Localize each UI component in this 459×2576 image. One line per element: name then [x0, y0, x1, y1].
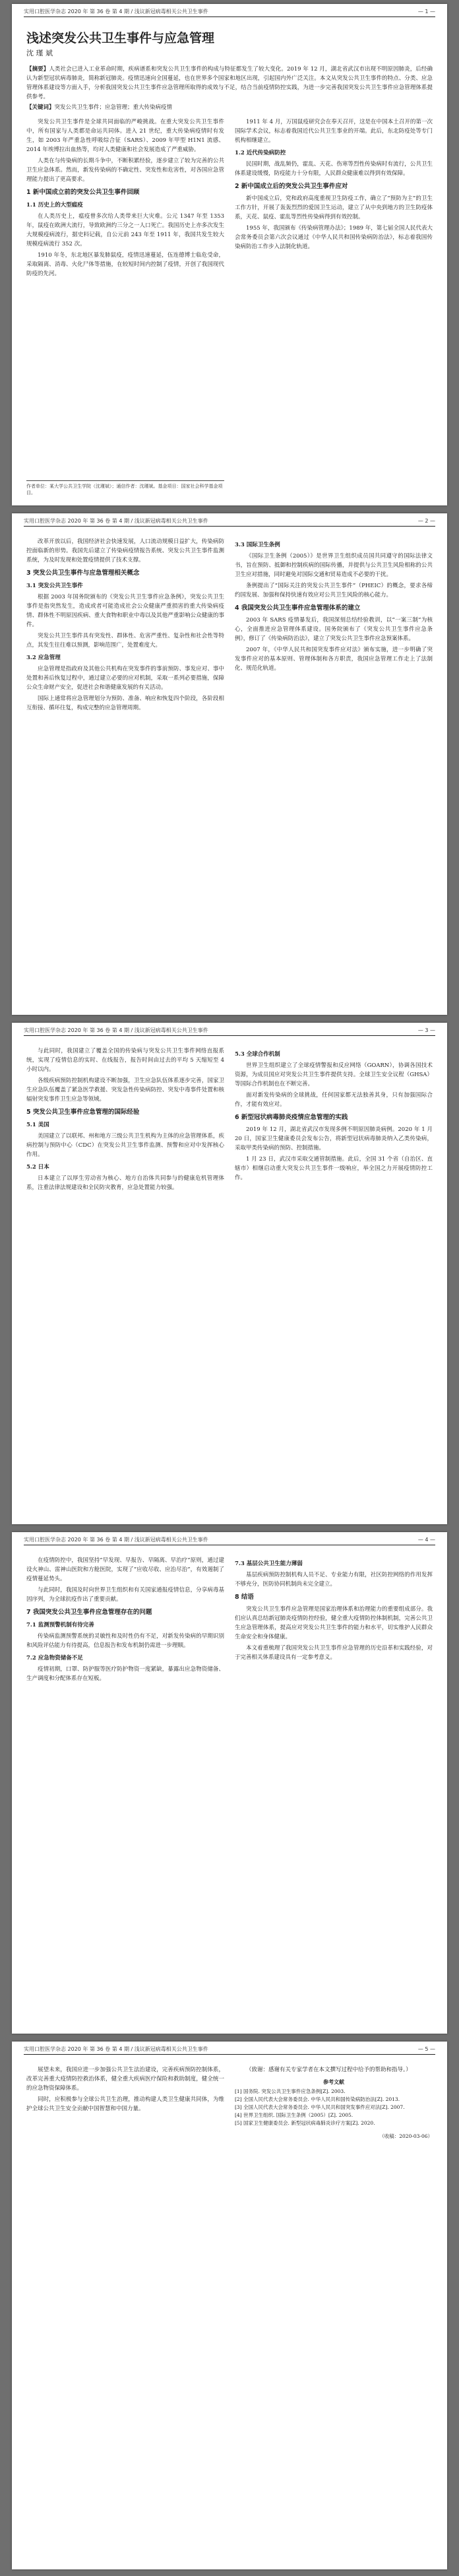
section-heading: 7 我国突发公共卫生事件应急管理存在的问题 [26, 1609, 152, 1616]
paragraph: 展望未来，我国应进一步加强公共卫生法治建设，完善疾病预防控制体系，改革完善重大疫情防控救治体系，健全重大疾病医疗保险和救助制度，健全统一的应急物资保障体系。 [26, 2067, 224, 2092]
section-heading: 1 新中国成立前的突发公共卫生事件回顾 [26, 189, 140, 196]
paragraph: 日本建立了以厚生劳动省为核心、地方自治体共同参与的健康危机管理体系，注重法律法规建设和全民防灾教育，应急处置能力较强。 [26, 1175, 224, 1191]
paragraph: 新中国成立后，党和政府高度重视卫生防疫工作，确立了“预防为主”的卫生工作方针，开展了轰轰烈烈的爱国卫生运动，建立了从中央到地方的卫生防疫体系，天花、鼠疫、霍乱等烈性传染病得到有效控制。 [235, 195, 433, 220]
paragraph: 与此同时，我国建立了覆盖全国的传染病与突发公共卫生事件网络直报系统，实现了疫情信息的实时、在线报告，报告时间由过去的平均 5 天缩短至 4 小时以内。 [26, 1048, 224, 1073]
keywords [26, 103, 433, 112]
column-right [235, 1046, 433, 1194]
reference-item: [2] 全国人民代表大会常务委员会. 中华人民共和国传染病防治法[Z]. 2013. [235, 2096, 400, 2102]
section-heading: 4 我国突发公共卫生事件应急管理体系的建立 [235, 604, 361, 612]
journal-header: 实用口腔医学杂志 2020 年 第 36 卷 第 4 期 / 浅议新冠病毒相关公共卫生事件 [24, 1537, 208, 1543]
paragraph: 基层疾病预防控制机构人员不足、专业能力有限，社区防控网络的作用发挥不够充分，医防协同机制尚未完全建立。 [235, 1572, 433, 1588]
article-title: 浅述突发公共卫生事件与应急管理 [26, 31, 215, 46]
section-heading: 6 新型冠状病毒肺炎疫情应急管理的实践 [235, 1114, 348, 1121]
reference-item: [5] 国家卫生健康委员会. 新型冠状病毒肺炎诊疗方案[Z]. 2020. [235, 2120, 375, 2126]
paragraph: 1 月 23 日，武汉市采取交通管制措施。此后，全国 31 个省（自治区、直辖市）相继启动重大突发公共卫生事件一级响应，举全国之力开展疫情防控工作。 [235, 1156, 433, 1181]
running-header [24, 517, 435, 527]
paragraph: 美国建立了以联邦、州和地方三级公共卫生机构为主体的应急管理体系，疾病控制与预防中心（CDC）在突发公共卫生事件监测、预警和应对中发挥核心作用。 [26, 1133, 224, 1158]
page-5 [12, 2042, 447, 2569]
author: 沈 瑾 斌 [26, 49, 53, 57]
paragraph: 突发公共卫生事件是全球共同面临的严峻挑战。在重大突发公共卫生事件中，所有国家与人类都是命运共同体。进入 21 世纪，重大传染病疫情时有发生，如 2003 年严重急性呼吸综合征（SARS）、2009 年甲型 H1N1 流感、2014 年埃博拉出血热等，均对人类健康和社会发展造成了严重威胁。 [26, 119, 224, 153]
running-header [24, 1027, 435, 1036]
body-columns [26, 1556, 433, 1685]
page-number: — 5 — [417, 2046, 435, 2052]
paragraph: 突发公共卫生事件具有突发性、群体性、危害严重性、复杂性和社会性等特点，其发生往往难以预测，影响范围广，处置难度大。 [26, 633, 224, 649]
reference-list [235, 2088, 433, 2127]
paragraph: 同时，应积极参与全球公共卫生治理，推动构建人类卫生健康共同体，为维护全球公共卫生安全贡献中国智慧和中国力量。 [26, 2096, 224, 2112]
running-header [24, 1536, 435, 1545]
paragraph: 人类在与传染病的长期斗争中，不断积累经验，逐步建立了较为完善的公共卫生应急体系。然而，新发传染病的不确定性、突发性和危害性，对各国应急管理能力提出了更高要求。 [26, 158, 224, 183]
subsection-heading: 5.2 日本 [26, 1164, 49, 1171]
reference-item: [4] 世界卫生组织. 国际卫生条例（2005）[Z]. 2005. [235, 2112, 353, 2118]
paragraph: 1955 年，我国颁布《传染病管理办法》；1989 年，第七届全国人民代表大会常务委员会第六次会议通过《中华人民共和国传染病防治法》，标志着我国传染病防治工作步入法制化轨道。 [235, 225, 433, 250]
page-number: — 2 — [417, 518, 435, 524]
column-right [235, 2065, 433, 2141]
paragraph: 2003 年 SARS 疫情暴发后，我国深刻总结经验教训，以“一案三制”为核心，全面推进应急管理体系建设。国务院颁布了《突发公共卫生事件应急条例》，修订了《传染病防治法》，建立了突发公共卫生事件应急预案体系。 [235, 617, 433, 642]
column-right [235, 117, 433, 280]
references-title: 参考文献 [323, 2078, 344, 2085]
references [235, 2078, 433, 2127]
paragraph: 《国际卫生条例（2005）》是世界卫生组织成员国共同遵守的国际法律文书，旨在预防、抵御和控制疾病的国际传播，并提供与公共卫生风险相称的公共卫生应对措施，同时避免对国际交通和贸易造成不必要的干扰。 [235, 553, 433, 578]
paragraph: 条例提出了“国际关注的突发公共卫生事件”（PHEIC）的概念，要求各缔约国发展、加强和保持快速有效应对公共卫生风险的核心能力。 [235, 583, 433, 598]
paragraph: 面对新发传染病的全球挑战，任何国家都无法独善其身，只有加强国际合作，才能有效应对。 [235, 1092, 433, 1108]
body-columns [26, 1046, 433, 1194]
paragraph: 根据 2003 年国务院颁布的《突发公共卫生事件应急条例》，突发公共卫生事件是指突然发生，造成或者可能造成社会公众健康严重损害的重大传染病疫情、群体性不明原因疾病、重大食物和职业中毒以及其他严重影响公众健康的事件。 [26, 594, 224, 628]
paragraph: 国际上通常将应急管理划分为预防、准备、响应和恢复四个阶段，各阶段相互衔接、循环往复，构成完整的应急管理周期。 [26, 695, 224, 711]
column-left [26, 537, 224, 715]
journal-header: 实用口腔医学杂志 2020 年 第 36 卷 第 4 期 / 浅议新冠病毒相关公共卫生事件 [24, 518, 208, 524]
keywords-label: 【关键词】 [26, 104, 55, 111]
paragraph: 传染病监测预警系统的灵敏性和及时性仍有不足，对新发传染病的早期识别和风险评估能力有待提高，信息报告和发布机制仍需进一步理顺。 [26, 1633, 224, 1649]
subsection-heading: 3.2 应急管理 [26, 655, 61, 661]
paragraph: 在疫情防控中，我国坚持“早发现、早报告、早隔离、早治疗”原则，通过建设火神山、雷神山医院和方舱医院，实现了“应收尽收、应治尽治”，有效遏制了疫情蔓延势头。 [26, 1557, 224, 1582]
paragraph: 在人类历史上，瘟疫曾多次给人类带来巨大灾难。公元 1347 年至 1353 年，鼠疫在欧洲大流行，导致欧洲约三分之一人口死亡。我国历史上亦多次发生大规模疫病流行，据史料记载，自公元前 243 年至 1911 年，我国共发生较大规模疫病流行 352 次。 [26, 213, 224, 247]
column-left [26, 1556, 224, 1685]
page-number: — 4 — [417, 1537, 435, 1543]
paragraph: 与此同时，我国及时向世界卫生组织和有关国家通报疫情信息，分享病毒基因序列，为全球抗疫作出了重要贡献。 [26, 1587, 224, 1603]
page-3 [12, 1023, 447, 1524]
section-heading: 3 突发公共卫生事件与应急管理相关概念 [26, 569, 140, 577]
body-columns [26, 117, 433, 280]
subsection-heading: 1.1 历史上的大型瘟疫 [26, 202, 83, 209]
subsection-heading: 7.3 基层公共卫生能力薄弱 [235, 1561, 303, 1567]
body-columns [26, 537, 433, 715]
section-heading: 5 突发公共卫生事件应急管理的国际经验 [26, 1109, 140, 1116]
section-heading: 2 新中国成立后的突发公共卫生事件应对 [235, 183, 348, 190]
journal-header: 实用口腔医学杂志 2020 年 第 36 卷 第 4 期 / 浅议新冠病毒相关公共卫生事件 [24, 9, 208, 15]
page-1 [12, 4, 447, 505]
subsection-heading: 1.2 近代传染病防控 [235, 150, 286, 156]
subsection-heading: 5.1 美国 [26, 1122, 49, 1128]
column-left [26, 2065, 224, 2141]
paragraph: 1910 年冬，东北地区暴发肺鼠疫，疫情迅速蔓延，伍连德博士临危受命，采取隔离、消毒、火化尸体等措施，在较短时间内控制了疫情，开创了我国现代防疫的先河。 [26, 252, 224, 277]
journal-header: 实用口腔医学杂志 2020 年 第 36 卷 第 4 期 / 浅议新冠病毒相关公共卫生事件 [24, 2046, 208, 2052]
section-heading: 8 结语 [235, 1594, 254, 1601]
subsection-heading: 3.3 国际卫生条例 [235, 542, 280, 548]
paragraph: 各级疾病预防控制机构建设不断加强，卫生应急队伍体系逐步完善，国家卫生应急队伍覆盖了紧急医学救援、突发急性传染病防控、突发中毒事件处置和核辐射突发事件卫生应急等领域。 [26, 1078, 224, 1103]
reference-item: [1] 国务院. 突发公共卫生事件应急条例[Z]. 2003. [235, 2088, 346, 2094]
keywords-text: 突发公共卫生事件；应急管理；重大传染病疫情 [54, 104, 173, 111]
paragraph: 改革开放以后，我国经济社会快速发展，人口流动规模日益扩大，传染病防控面临新的形势。我国先后建立了传染病疫情报告系统、突发公共卫生事件监测系统，为及时发现和处置疫情提供了技术支撑。 [26, 538, 224, 564]
footnote: 作者单位：某大学公共卫生学院（沈瑾斌）；通信作者：沈瑾斌。基金项目：国家社会科学基金项目。 [26, 480, 224, 496]
subsection-heading: 7.2 应急物资储备不足 [26, 1655, 83, 1661]
paragraph: 应急管理是指政府及其他公共机构在突发事件的事前预防、事发应对、事中处置和善后恢复过程中，通过建立必要的应对机制，采取一系列必要措施，保障公众生命财产安全，促进社会和谐健康发展的有关活动。 [26, 666, 224, 691]
page-number: — 3 — [417, 1027, 435, 1033]
page-number: — 1 — [417, 9, 435, 15]
paragraph: 本文着重梳理了我国突发公共卫生事件应急管理的历史沿革和实践经验，对于完善相关体系建设具有一定参考意义。 [235, 1645, 433, 1661]
running-header [24, 2045, 435, 2055]
subsection-heading: 5.3 全球合作机制 [235, 1051, 280, 1058]
paragraph: 世界卫生组织建立了全球疫情警报和反应网络（GOARN），协调各国技术资源，为成员国应对突发公共卫生事件提供支持。全球卫生安全议程（GHSA）等国际合作机制也在不断完善。 [235, 1062, 433, 1087]
journal-header: 实用口腔医学杂志 2020 年 第 36 卷 第 4 期 / 浅议新冠病毒相关公共卫生事件 [24, 1027, 208, 1033]
subsection-heading: 3.1 突发公共卫生事件 [26, 583, 83, 589]
paragraph: 民国时期，战乱频仍，霍乱、天花、伤寒等烈性传染病时有流行，公共卫生体系建设缓慢，防疫能力十分有限，人民群众健康难以得到有效保障。 [235, 161, 433, 177]
paragraph: 2007 年，《中华人民共和国突发事件应对法》颁布实施，进一步明确了突发事件应对的基本原则、管理体制和各方职责，我国应急管理工作走上了法制化、规范化轨道。 [235, 647, 433, 672]
running-header [24, 8, 435, 17]
received-date: （收稿：2020-03-06） [379, 2133, 433, 2139]
paragraph: 2019 年 12 月，湖北省武汉市发现多例不明原因肺炎病例。2020 年 1 月 20 日，国家卫生健康委员会发布公告，将新型冠状病毒肺炎纳入乙类传染病，采取甲类传染病的预防、控制措施。 [235, 1126, 433, 1151]
abstract [26, 65, 433, 102]
abstract-text: 人类社会已进入工业革命时期，疾病谱系和突发公共卫生事件的构成与特征都发生了较大变化。2019 年 12 月，湖北省武汉市出现不明原因肺炎，后经确认为新型冠状病毒肺炎，简称新冠肺炎。疫情迅速向全国蔓延，也在世界多个国家和地区出现，引起国内外广泛关注。本文从突发公共卫生事件的特点、分类、应急管理体系建设等方面入手，分析我国突发公共卫生事件应急管理所取得的成效与不足，结合当前疫情防控实践，为进一步完善我国突发公共卫生事件应急管理体系提供参考。 [26, 66, 433, 100]
paragraph: 1911 年 4 月，万国鼠疫研究会在奉天召开，这是在中国本土召开的第一次国际学术会议，标志着我国近代公共卫生事业的开端。此后，东北防疫处等专门机构相继建立。 [235, 119, 433, 144]
column-left [26, 117, 224, 280]
page-2 [12, 513, 447, 1015]
column-left [26, 1046, 224, 1194]
page-4 [12, 1532, 447, 2034]
column-right-text [235, 2065, 433, 2075]
abstract-label: 【摘要】 [26, 66, 49, 73]
paragraph: （致谢：感谢有关专家学者在本文撰写过程中给予的帮助和指导。） [246, 2067, 412, 2073]
reference-item: [3] 全国人民代表大会常务委员会. 中华人民共和国突发事件应对法[Z]. 2007. [235, 2104, 405, 2110]
paragraph: 疫情初期，口罩、防护服等医疗防护物资一度紧缺，暴露出应急物资储备、生产调度和分配体系存在短板。 [26, 1666, 224, 1682]
body-columns [26, 2065, 433, 2141]
column-right [235, 537, 433, 715]
subsection-heading: 7.1 监测预警机制有待完善 [26, 1622, 94, 1628]
paragraph: 突发公共卫生事件应急管理是国家治理体系和治理能力的重要组成部分。我们应认真总结新冠肺炎疫情防控经验，健全重大疫情防控体制机制，完善公共卫生应急管理体系，提高应对突发公共卫生事件的能力和水平，切实维护人民群众生命安全和身体健康。 [235, 1606, 433, 1640]
column-right [235, 1556, 433, 1685]
